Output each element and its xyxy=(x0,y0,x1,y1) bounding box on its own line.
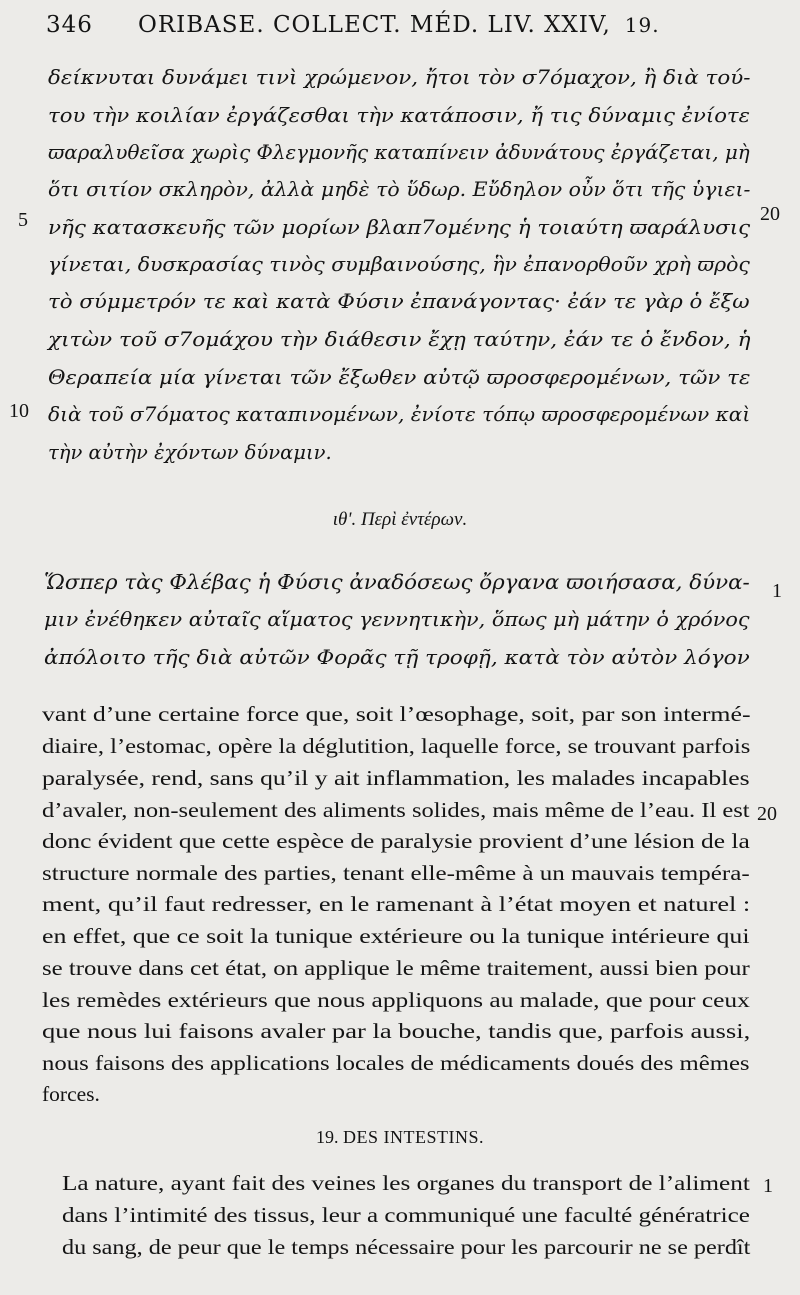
greek-line: γίνεται, δυσκρασίας τινὸς συμβαινούσης, ἣν ἐπανορθοῦν χρὴ ϖρὸς xyxy=(48,253,750,276)
greek-line: ἀπόλοιτο τῆς διὰ αὐτῶν Φορᾶς τῇ τροφῇ, κατὰ τὸν αὐτὸν λόγον xyxy=(44,646,750,669)
running-title xyxy=(138,12,660,38)
margin-line-number: 20 xyxy=(757,803,777,825)
greek-line: τὴν αὐτὴν ἐχόντων δύναμιν. xyxy=(48,441,332,464)
margin-line-number: 5 xyxy=(18,209,28,231)
margin-line-number: 1 xyxy=(763,1175,773,1197)
section-title: DES INTESTINS. xyxy=(343,1127,484,1147)
french-line: diaire, l’estomac, opère la déglutition, laquelle force, se trouvant parfois xyxy=(42,734,751,758)
greek-line: ϖαραλυθεῖσα χωρὶς Φλεγμονῆς καταπίνειν ἀδυνάτους ἐργάζεται, μὴ xyxy=(48,141,750,164)
french-line: nous faisons des applications locales de médicaments doués des mêmes xyxy=(42,1051,750,1075)
greek-section-heading: ιθʹ. Περὶ ἐντέρων. xyxy=(332,509,468,530)
greek-line: μιν ἐνέθηκεν αὐταῖς αἵματος γεννητικὴν, ὅπως μὴ μάτην ὁ χρόνος xyxy=(44,608,750,631)
french-line: paralysée, rend, sans qu’il y ait inflammation, les malades incapables xyxy=(42,766,750,790)
greek-line: του τὴν κοιλίαν ἐργάζεσθαι τὴν κατάποσιν, ἤ τις δύναμις ἐνίοτε xyxy=(48,104,751,127)
french-line: vant d’une certaine force que, soit l’œsophage, soit, par son intermé- xyxy=(42,702,751,726)
greek-line: Ὥσπερ τὰς Φλέβας ἡ Φύσις ἀναδόσεως ὄργανα ϖοιήσασα, δύνα- xyxy=(44,570,750,594)
french-line: ment, qu’il faut redresser, en le ramenant à l’état moyen et naturel : xyxy=(42,892,751,916)
margin-line-number: 20 xyxy=(760,203,780,225)
page-number: 346 xyxy=(46,12,93,38)
french-line: La nature, ayant fait des veines les organes du transport de l’aliment xyxy=(62,1171,750,1195)
greek-line: διὰ τοῦ σ7όματος καταπινομένων, ἐνίοτε τόπῳ ϖροσφερομένων καὶ xyxy=(48,403,751,426)
greek-line: χιτὼν τοῦ σ7ομάχου τὴν διάθεσιν ἔχῃ ταύτην, ἐάν τε ὁ ἔνδον, ἡ xyxy=(48,328,751,351)
greek-line: ὅτι σιτίον σκληρὸν, ἀλλὰ μηδὲ τὸ ὕδωρ. Εὔδηλον οὖν ὅτι τῆς ὑγιει- xyxy=(48,178,751,201)
french-line: les remèdes extérieurs que nous appliquons au malade, que pour ceux xyxy=(42,988,750,1012)
chapter-number: 19. xyxy=(624,13,660,37)
french-section-heading xyxy=(0,1127,800,1148)
french-line: dans l’intimité des tissus, leur a communiqué une faculté génératrice xyxy=(62,1203,750,1227)
greek-line: τὸ σύμμετρόν τε καὶ κατὰ Φύσιν ἐπανάγοντας· ἐάν τε γὰρ ὁ ἔξω xyxy=(48,290,750,313)
french-line: structure normale des parties, tenant elle-même à un mauvais tempéra- xyxy=(42,861,750,885)
section-number: 19. xyxy=(316,1127,339,1147)
french-line: d’avaler, non-seulement des aliments solides, mais même de l’eau. Il est xyxy=(42,798,750,822)
greek-line: Θεραπεία μία γίνεται τῶν ἔξωθεν αὐτῷ ϖροσφερομένων, τῶν τε xyxy=(48,366,751,389)
greek-line: νῆς κατασκευῆς τῶν μορίων βλαπ7ομένης ἡ τοιαύτη ϖαράλυσις xyxy=(48,216,751,239)
margin-line-number: 1 xyxy=(772,580,782,602)
french-line: donc évident que cette espèce de paralysie provient d’une lésion de la xyxy=(42,829,750,853)
french-line: se trouve dans cet état, on applique le même traitement, aussi bien pour xyxy=(42,956,750,980)
greek-line: δείκνυται δυνάμει τινὶ χρώμενον, ἤτοι τὸν σ7όμαχον, ἢ διὰ τού- xyxy=(48,66,751,89)
french-line: que nous lui faisons avaler par la bouche, tandis que, parfois aussi, xyxy=(42,1019,751,1043)
french-line: forces. xyxy=(42,1082,100,1106)
french-line: du sang, de peur que le temps nécessaire pour les parcourir ne se perdît xyxy=(62,1235,751,1259)
running-title-text: ORIBASE. COLLECT. MÉD. LIV. XXIV, xyxy=(138,12,611,38)
margin-line-number: 10 xyxy=(9,400,29,422)
french-line: en effet, que ce soit la tunique extérieure ou la tunique intérieure qui xyxy=(42,924,750,948)
